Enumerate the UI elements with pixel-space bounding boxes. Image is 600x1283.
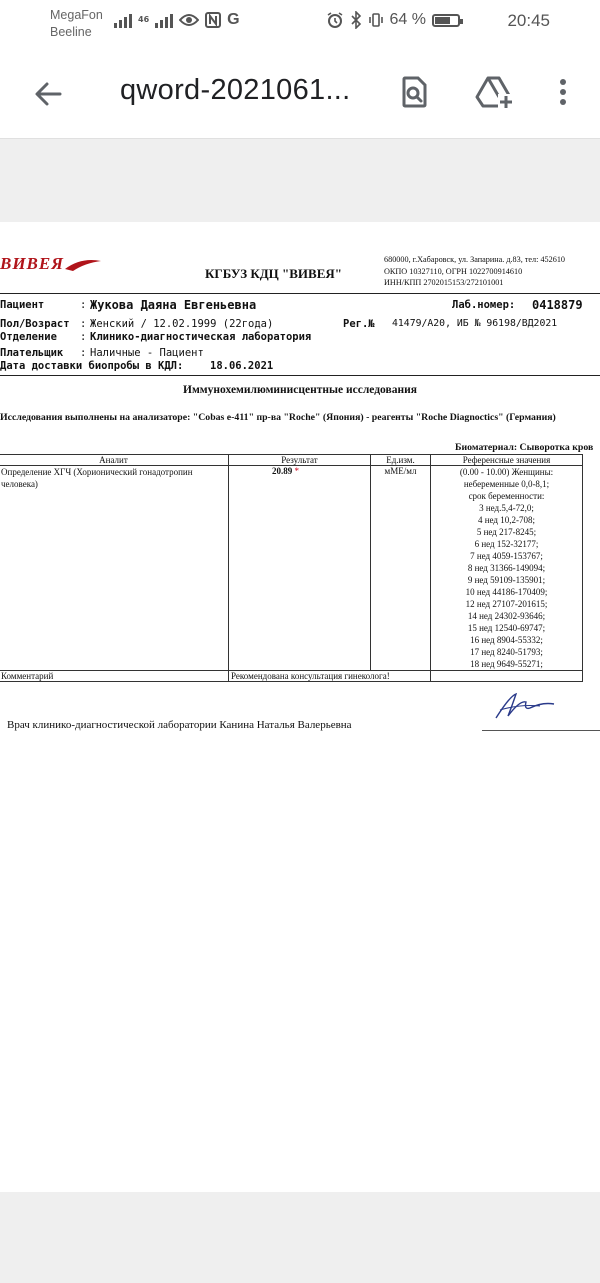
header-reference: Референсные значения — [431, 455, 583, 466]
document-page[interactable]: ВИВЕЯ КГБУЗ КДЦ "ВИВЕЯ" 680000, г.Хабаровск, ул. Запарина. д.83, тел: 452610 ОКПО 10327110, ОГРН 1022700914610 ИНН/КПП 2702015153/272101001 Пациент : Жукова Даяна Евгеньевна Лаб.номер: 0418879 Пол/Возраст : Женский / 12.02.1999 (22года) Рег.№ 41479/А20, ИБ № 96198/ВД2021 Отделение : Клинико-диагностическая лаборатория Плательщик : Наличные - Пациент Дата доставки биопробы в КДЛ: 18.06.2021 Иммунохемилюминисцентные исследования Исследования выполнены на анализаторе: "Cobas e-411" пр-ва "Roche" (Япония) - реагенты "Roche Diagnoctics" (Германия) Биоматериал: Сыворотка кров Аналит Результат Ед.изм. Референсные значения Определение ХГЧ (Хорионический гонадотропин человека) 20.89 * мМЕ/мл (0.00 - 10.00) Женщины: небеременные 0,0-8,1; срок беременности: 3 нед.5,4-72,0; 4 нед 10,2-708; 5 нед 217-8245; 6 нед 152-32177; 7 нед 4059-153767; 8 нед 31366-149094; 9 нед 59109-135901; 10 нед 44186-170409; 12 нед 27107-201615; 14 нед 24302-93646; 15 нед 12540-69747; 16 нед 8904-55332; 17 нед 8240-51793; 18 нед 9649-55271; Комментарий Рекомендована консультация гинеколога! Врач клинико-диагностической лаборатории Канина Наталья Валерьевна — [0, 222, 600, 1192]
battery-percent: 64 % — [389, 11, 426, 28]
carrier-names — [50, 7, 103, 41]
comment-row — [0, 671, 583, 682]
header-unit: Ед.изм. — [371, 455, 431, 466]
biomaterial: Биоматериал: Сыворотка кров — [455, 442, 594, 453]
status-icons-left — [114, 11, 240, 29]
signal-icon — [114, 13, 132, 28]
clock: 20:45 — [507, 11, 550, 30]
payer-value: Наличные - Пациент — [90, 347, 204, 359]
patient-name: Жукова Даяна Евгеньевна — [90, 298, 257, 312]
google-icon: G — [227, 11, 240, 28]
carrier-1: MegaFon — [50, 8, 103, 22]
signature-line — [482, 730, 600, 731]
department-label: Отделение — [0, 331, 57, 343]
alarm-icon — [326, 11, 344, 29]
comment-value: Рекомендована консультация гинеколога! — [229, 671, 431, 682]
divider — [0, 293, 600, 294]
nfc-icon — [205, 12, 221, 28]
more-options-icon[interactable] — [545, 72, 581, 112]
section-title: Иммунохемилюминисцентные исследования — [183, 384, 417, 396]
bluetooth-icon — [350, 11, 362, 29]
patient-label: Пациент — [0, 299, 45, 311]
divider — [0, 375, 600, 376]
result-cell: 20.89 * — [229, 466, 371, 671]
find-in-page-icon[interactable] — [394, 72, 434, 112]
document-title: qword-2021061... — [120, 74, 351, 106]
vibrate-icon — [368, 12, 384, 28]
app-bar — [0, 50, 600, 139]
organization-address: 680000, г.Хабаровск, ул. Запарина. д.83, тел: 452610 ОКПО 10327110, ОГРН 1022700914610 ИНН/КПП 2702015153/272101001 — [384, 255, 566, 287]
sex-age-value: Женский / 12.02.1999 (22года) — [90, 318, 274, 330]
delivery-date: 18.06.2021 — [210, 360, 274, 372]
add-to-drive-icon[interactable] — [474, 72, 514, 112]
table-row — [0, 466, 583, 671]
analyzer-info: Исследования выполнены на анализаторе: "Cobas e-411" пр-ва "Roche" (Япония) - реагенты "Roche Diagnoctics" (Германия) — [0, 412, 556, 423]
sex-age-label: Пол/Возраст — [0, 318, 70, 330]
signal-2-icon — [155, 13, 173, 28]
network-type-icon: 46 — [138, 15, 150, 24]
organization-name: КГБУЗ КДЦ "ВИВЕЯ" — [205, 266, 342, 281]
payer-label: Плательщик — [0, 347, 64, 359]
unit-cell: мМЕ/мл — [371, 466, 431, 671]
header-result: Результат — [229, 455, 371, 466]
comment-label: Комментарий — [0, 671, 229, 682]
status-icons-right — [326, 11, 460, 29]
reference-cell: (0.00 - 10.00) Женщины: небеременные 0,0-8,1; срок беременности: 3 нед.5,4-72,0; 4 нед 10,2-708; 5 нед 217-8245; 6 нед 152-32177; 7 нед 4059-153767; 8 нед 31366-149094; 9 нед 59109-135901; 10 нед 44186-170409; 12 нед 27107-201615; 14 нед 24302-93646; 15 нед 12540-69747; 16 нед 8904-55332; 17 нед 8240-51793; 18 нед 9649-55271; — [431, 466, 583, 671]
lab-number-label: Лаб.номер: — [452, 299, 516, 311]
delivery-date-label: Дата доставки биопробы в КДЛ: — [0, 360, 184, 372]
signer-name: Врач клинико-диагностической лаборатории Канина Наталья Валерьевна — [7, 719, 352, 731]
department-value: Клинико-диагностическая лаборатория — [90, 331, 312, 343]
header-analyte: Аналит — [0, 455, 229, 466]
analyte-cell: Определение ХГЧ (Хорионический гонадотропин человека) — [0, 466, 229, 671]
abnormal-flag: * — [294, 466, 299, 476]
lab-number: 0418879 — [532, 298, 583, 312]
carrier-2: Beeline — [50, 25, 92, 39]
clinic-logo: ВИВЕЯ — [0, 254, 103, 274]
back-arrow-icon[interactable] — [28, 74, 68, 114]
table-header-row — [0, 455, 583, 466]
status-bar — [0, 0, 600, 50]
reg-label: Рег.№ — [343, 318, 375, 330]
results-table — [0, 454, 583, 682]
reg-value: 41479/А20, ИБ № 96198/ВД2021 — [392, 318, 558, 329]
doctor-signature — [490, 690, 560, 724]
bottom-background — [0, 1192, 600, 1283]
eye-icon — [179, 13, 199, 27]
battery-icon — [432, 14, 460, 27]
